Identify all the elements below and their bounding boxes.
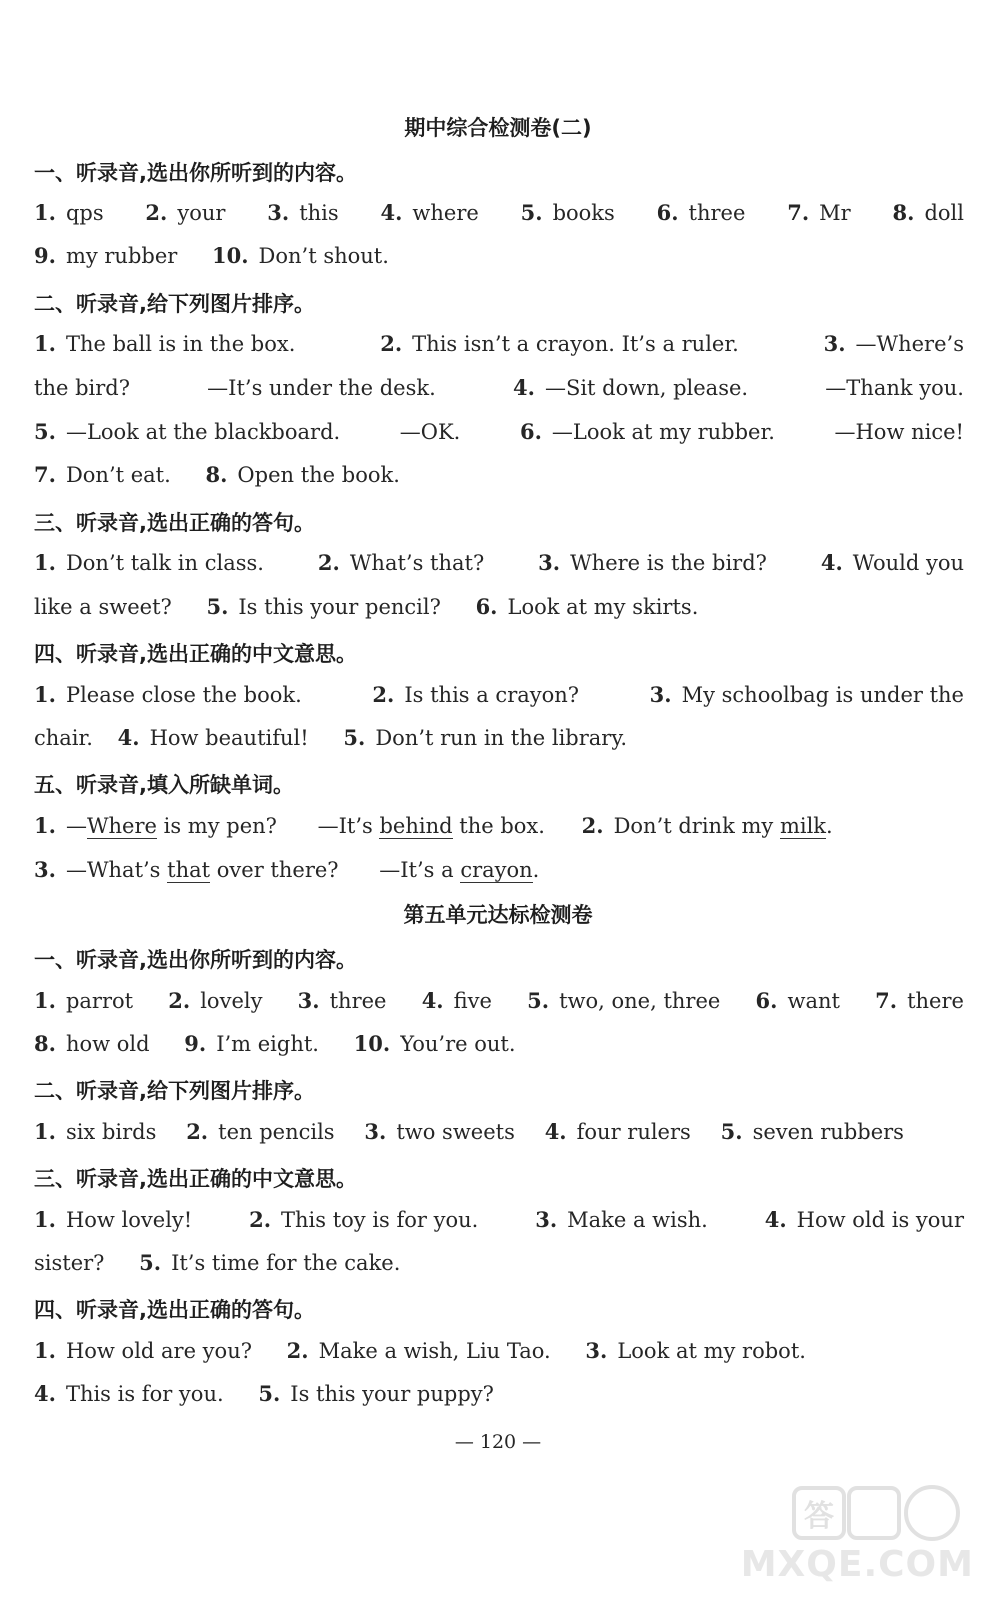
svg-text:答: 答 <box>804 1499 834 1534</box>
exam2-sec2-heading: 二、听录音,给下列图片排序。 <box>34 1079 315 1103</box>
exam2-sec4-heading: 四、听录音,选出正确的答句。 <box>34 1298 315 1322</box>
exam1-sec2-line4: 7. Don’t eat. 8. Open the book. <box>34 462 400 487</box>
exam1-sec2-heading: 二、听录音,给下列图片排序。 <box>34 292 315 316</box>
answer-milk: milk <box>779 814 827 838</box>
exam1-sec1-line1: 1. qps 2. your 3. this 4. where 5. books 6. three 7. Mr 8. doll <box>34 200 964 225</box>
exam1-sec5-heading: 五、听录音,填入所缺单词。 <box>34 773 294 797</box>
exam1-sec5-line1: 1. —Where is my pen? —It’s behind the box. 2. Don’t drink my milk. <box>34 813 833 838</box>
exam2-sec2-line1: 1. six birds 2. ten pencils 3. two sweets 4. four rulers 5. seven rubbers <box>34 1119 904 1144</box>
exam1-sec5-line2: 3. —What’s that over there? —It’s a crayon. <box>34 857 540 882</box>
exam1-sec1-heading: 一、听录音,选出你所听到的内容。 <box>34 161 357 185</box>
exam1-sec2-line3: 5. —Look at the blackboard. —OK. 6. —Look at my rubber. —How nice! <box>34 419 964 444</box>
exam1-sec3-line2: like a sweet? 5. Is this your pencil? 6. Look at my skirts. <box>34 594 699 619</box>
exam1-title: 期中综合检测卷(二) <box>404 116 592 140</box>
watermark-logo <box>740 1482 974 1587</box>
exam1-sec3-line1: 1. Don’t talk in class. 2. What’s that? 3. Where is the bird? 4. Would you <box>34 550 964 575</box>
answer-behind: behind <box>379 814 453 838</box>
exam2-sec1-line2: 8. how old 9. I’m eight. 10. You’re out. <box>34 1031 516 1056</box>
answer-crayon: crayon <box>460 858 533 882</box>
exam2-sec3-line1: 1. How lovely! 2. This toy is for you. 3. Make a wish. 4. How old is your <box>34 1207 964 1232</box>
exam2-sec1-line1: 1. parrot 2. lovely 3. three 4. five 5. two, one, three 6. want 7. there <box>34 988 964 1013</box>
exam2-sec3-line2: sister? 5. It’s time for the cake. <box>34 1250 401 1275</box>
exam2-sec1-heading: 一、听录音,选出你所听到的内容。 <box>34 948 357 972</box>
exam1-sec4-heading: 四、听录音,选出正确的中文意思。 <box>34 642 357 666</box>
exam1-sec4-line2: chair. 4. How beautiful! 5. Don’t run in the library. <box>34 725 628 750</box>
exam1-sec4-line1: 1. Please close the book. 2. Is this a crayon? 3. My schoolbag is under the <box>34 682 964 707</box>
exam1-sec3-heading: 三、听录音,选出正确的答句。 <box>34 511 315 535</box>
exam1-sec2-line1: 1. The ball is in the box. 2. This isn’t a crayon. It’s a ruler. 3. —Where’s <box>34 331 964 356</box>
exam2-sec4-line2: 4. This is for you. 5. Is this your puppy? <box>34 1381 494 1406</box>
answer-that: that <box>167 858 211 882</box>
exam1-sec2-line2: the bird? —It’s under the desk. 4. —Sit down, please. —Thank you. <box>34 375 964 400</box>
exam2-title: 第五单元达标检测卷 <box>403 903 593 927</box>
exam2-sec4-line1: 1. How old are you? 2. Make a wish, Liu Tao. 3. Look at my robot. <box>34 1338 806 1363</box>
exam2-sec3-heading: 三、听录音,选出正确的中文意思。 <box>34 1167 357 1191</box>
page-number: — 120 — <box>454 1431 542 1453</box>
exam1-sec1-line2: 9. my rubber 10. Don’t shout. <box>34 243 389 268</box>
watermark-text: MXQE.COM <box>740 1544 974 1585</box>
answer-where: Where <box>86 814 157 838</box>
